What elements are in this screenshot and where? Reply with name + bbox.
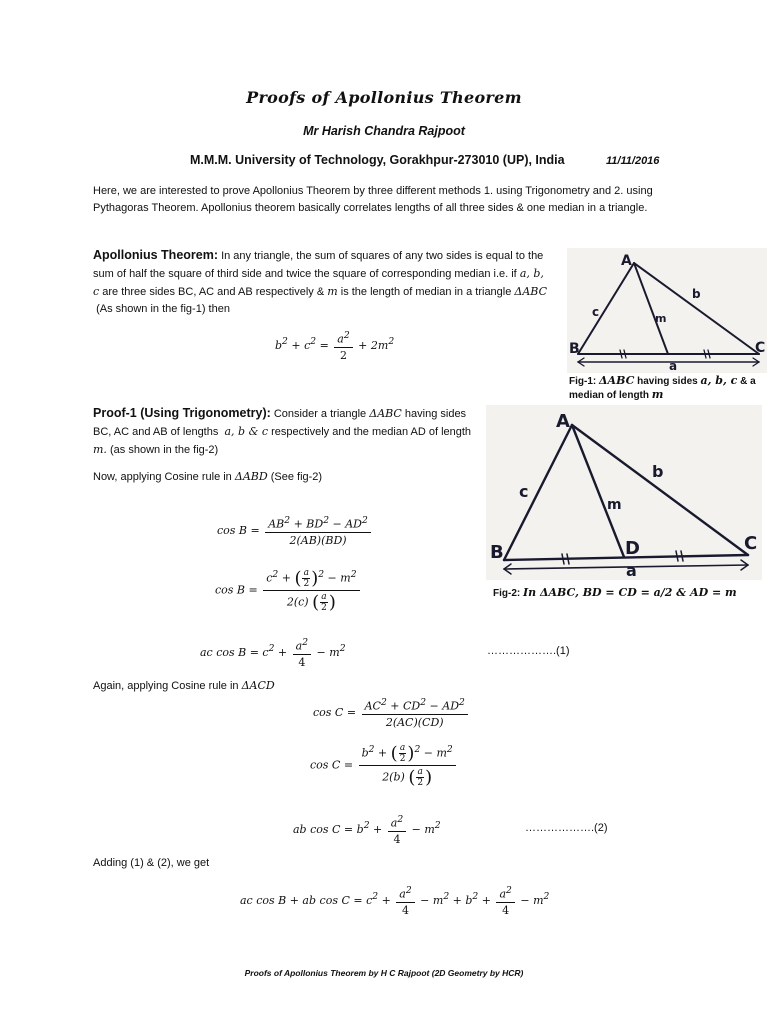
theorem-triangle: ΔABC [514, 285, 548, 298]
equation-1: ac $\cos B = c^2$ + $\frac{a^2}{4}$ − $m^2$ [200, 637, 346, 669]
figure-1 [567, 248, 767, 373]
fig2-side-c-label: c [519, 482, 529, 501]
proof1-text-4: (as shown in the fig-2) [110, 444, 219, 456]
proof1-var-m: m. [93, 443, 107, 456]
proof1-text-2: having sides BC, AC and AB of lengths [93, 408, 467, 438]
affiliation: M.M.M. University of Technology, Gorakhpur-273010 (UP), India [190, 153, 565, 167]
fig1-caption-m: m [651, 388, 664, 401]
equation-2-label: ……………….(2) [525, 822, 608, 834]
side-c-label: c [592, 305, 600, 319]
proof1-intro [93, 405, 483, 459]
proof1-triangle: ΔABC [369, 407, 402, 420]
theorem-vars: a, b, c [93, 267, 544, 298]
again-triangle: ΔACD [241, 679, 275, 692]
fig2-vertex-c-label: C [744, 533, 758, 554]
vertex-c-label: C [755, 340, 766, 356]
vertex-a-label: A [621, 253, 632, 269]
equation-1-label: ……………….(1) [487, 645, 570, 657]
fig1-caption-sides: a, b, c [700, 374, 738, 387]
proof1-text-3: respectively and the median AD of length [271, 426, 472, 438]
fig2-caption-text: In ΔABC, BD = CD = a/2 & AD = m [523, 586, 737, 599]
cos-rule-1-prefix: Now, applying Cosine rule in [93, 471, 232, 483]
fig2-vertex-d-label: D [625, 538, 640, 559]
cos-rule-1-suffix: (See fig-2) [270, 471, 323, 483]
fig2-vertex-a-label: A [556, 411, 570, 432]
fig1-caption-and: & a [740, 376, 756, 387]
theorem-text-4: (As shown in the fig-1) then [96, 303, 230, 315]
publication-date: 11/11/2016 [606, 155, 660, 167]
cosC-equation-1: cos C = $\frac{AC^2 + CD^2 - AD^2}{2(AC)(CD)}$ [313, 697, 470, 729]
figure-2 [486, 405, 762, 580]
vertex-b-label: B [569, 341, 580, 357]
proof1-heading: Proof-1 (Using Trigonometry): [93, 406, 271, 420]
fig1-caption-prefix: Fig-1: [569, 376, 597, 387]
fig2-side-a-label: a [626, 561, 637, 580]
intro-paragraph: Here, we are interested to prove Apollonius Theorem by three different methods 1. using Trigonometry and 2. using Pythagoras Theorem. Apollonius theorem basically correlates lengths of all three sides & one median in a triangle. [93, 185, 653, 214]
figure-1-caption [569, 374, 768, 402]
fig2-side-b-label: b [652, 462, 664, 481]
theorem-text-1: In any triangle, the sum of squares of any two sides is equal to the sum of half the square of third side and twice the square of corresponding median i.e. if [93, 250, 544, 280]
side-b-label: b [692, 287, 701, 301]
theorem-var-m: m [327, 285, 338, 298]
theorem-heading: Apollonius Theorem: [93, 248, 218, 262]
cosB-equation-2: cos B = $c^2$ + ( $\frac{a}{2}$ )$^2 - m^2$ 2(c) ( $\frac{a}{2}$ ) [215, 568, 362, 613]
theorem-equation: $b^2 + c^2$ = $\frac{a^2}{2}$ + $2m^2$ [275, 330, 395, 362]
side-a-label: a [669, 359, 678, 373]
fig1-caption-triangle: ΔABC [599, 374, 635, 387]
equation-2: ab $\cos C = b^2$ + $\frac{a^2}{4}$ − $m^2$ [293, 814, 441, 846]
author-name: Mr Harish Chandra Rajpoot [303, 124, 465, 138]
figure-2-caption [493, 586, 737, 600]
theorem-text-2: are three sides BC, AC and AB respectively & [102, 286, 325, 298]
cosine-rule-abd-line [93, 468, 322, 486]
sum-equation: ac cos B + ab $\cos C = c^2$ + $\frac{a^2}{4}$ − $m^2 + b^2$ + $\frac{a^2}{4}$ − $m^2$ [240, 885, 550, 917]
adding-line: Adding (1) & (2), we get [93, 857, 210, 869]
page-title: Proofs of Apollonius Theorem [246, 88, 522, 107]
fig2-median-m-label: m [607, 497, 622, 513]
fig2-vertex-b-label: B [490, 542, 504, 563]
again-prefix: Again, applying Cosine rule in [93, 680, 239, 692]
theorem-statement [93, 247, 549, 318]
page-footer: Proofs of Apollonius Theorem by H C Rajpoot (2D Geometry by HCR) [244, 968, 524, 978]
fig2-caption-prefix: Fig-2: [493, 588, 521, 599]
cosine-rule-acd-line [93, 677, 275, 695]
cosB-equation-1: cos B = $\frac{AB^2 + BD^2 - AD^2}{2(AB)(BD)}$ [217, 515, 373, 547]
triangle-fig2-drawing [486, 405, 762, 580]
theorem-text-3: is the length of median in a triangle [340, 286, 512, 298]
median-m-label: m [655, 312, 667, 325]
fig1-caption-line2: median of length [569, 390, 649, 401]
triangle-fig1-drawing [567, 248, 767, 373]
proof1-vars: a, b & c [224, 425, 269, 438]
fig1-caption-mid: having sides [637, 376, 698, 387]
cosC-equation-2: cos C = $b^2$ + ( $\frac{a}{2}$ )$^2 - m^2$ 2(b) ( $\frac{a}{2}$ ) [310, 743, 458, 788]
cos-rule-1-triangle: ΔABD [234, 470, 268, 483]
proof1-text-1: Consider a triangle [273, 408, 367, 420]
